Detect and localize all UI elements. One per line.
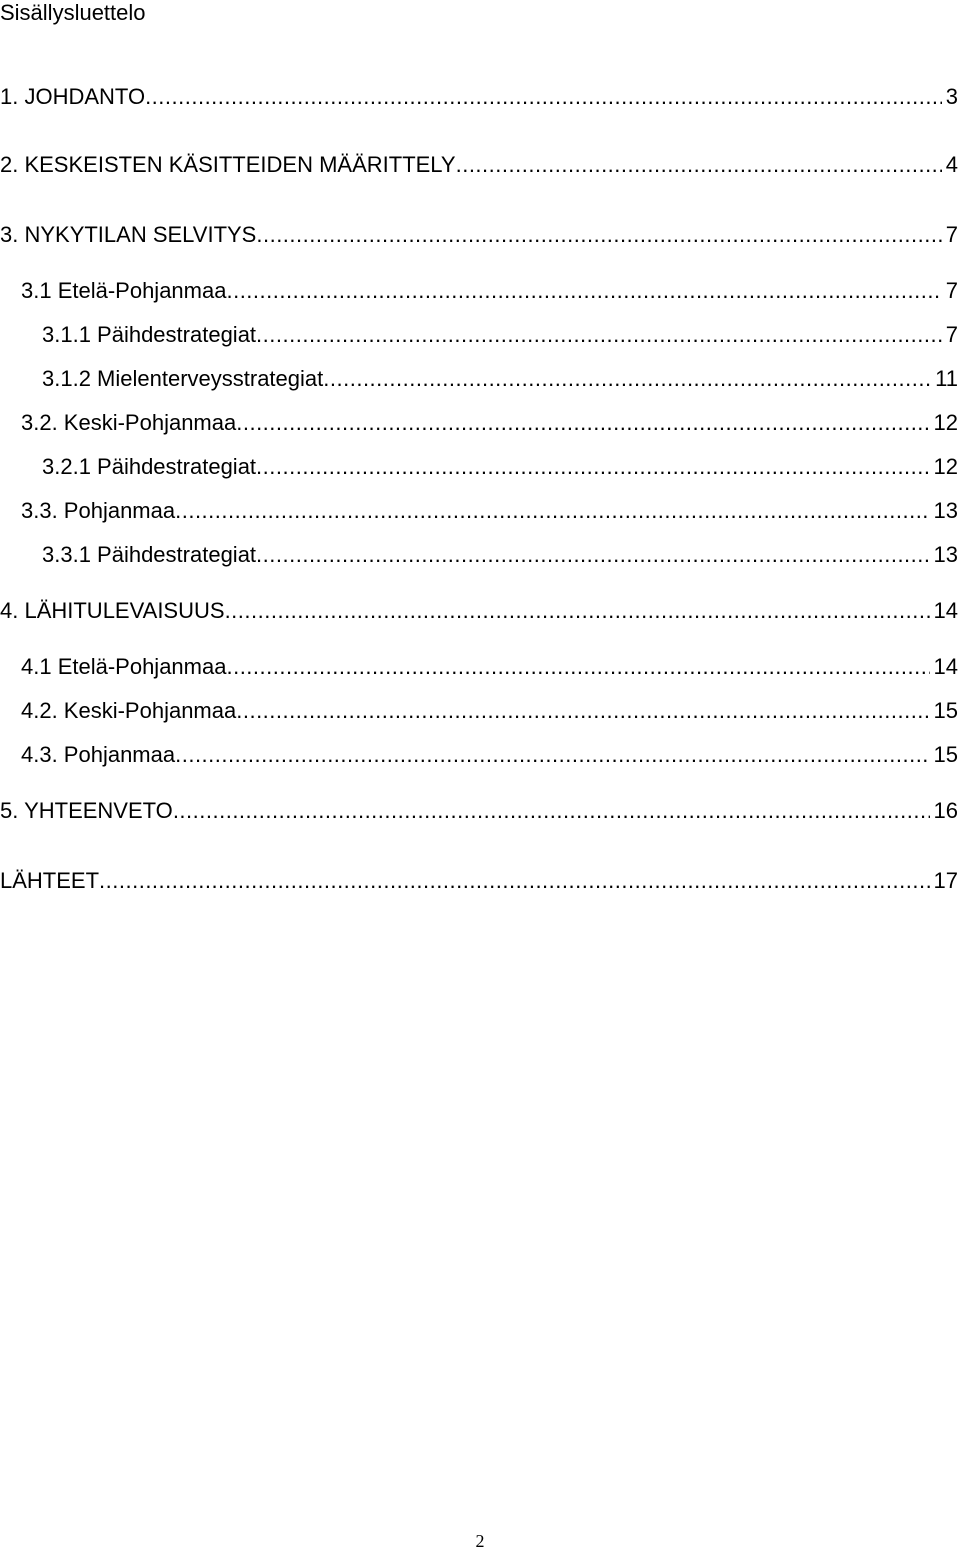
- toc-entry-page: 7: [945, 322, 958, 347]
- toc-entry-label: 4.1 Etelä-Pohjanmaa: [21, 654, 227, 679]
- dot-leader: [226, 278, 941, 304]
- toc-entry-label: 3.3. Pohjanmaa: [21, 498, 176, 523]
- toc-entry-page: 16: [933, 798, 958, 823]
- toc-entry-page: 7: [945, 222, 958, 247]
- toc-entry-label: 4.3. Pohjanmaa: [21, 742, 176, 767]
- toc-entry-page: 13: [933, 498, 958, 523]
- toc-entry-page: 7: [945, 278, 958, 303]
- toc-entry-label: 3.1.2 Mielenterveysstrategiat: [42, 366, 324, 391]
- toc-entry-label: 3.2. Keski-Pohjanmaa: [21, 410, 237, 435]
- toc-entry-page: 12: [933, 454, 958, 479]
- dot-leader: [226, 654, 929, 680]
- dot-leader: [225, 598, 930, 624]
- toc-entry[interactable]: [42, 542, 958, 568]
- toc-entry-label: 1. JOHDANTO: [0, 84, 146, 109]
- dot-leader: [323, 366, 931, 392]
- toc-entry-page: 15: [933, 742, 958, 767]
- toc-entry-page: 14: [933, 654, 958, 679]
- toc-entry[interactable]: [0, 868, 958, 894]
- toc-entry-page: 17: [933, 868, 958, 893]
- toc-entry[interactable]: [42, 454, 958, 480]
- toc-entry-label: 4.2. Keski-Pohjanmaa: [21, 698, 237, 723]
- toc-entry[interactable]: [21, 498, 958, 524]
- dot-leader: [236, 410, 929, 436]
- dot-leader: [256, 454, 929, 480]
- toc-entry[interactable]: [21, 698, 958, 724]
- dot-leader: [256, 542, 929, 568]
- toc-entry-label: 3.1 Etelä-Pohjanmaa: [21, 278, 227, 303]
- dot-leader: [173, 798, 930, 824]
- toc-entry[interactable]: [42, 322, 958, 348]
- toc-entry[interactable]: [0, 222, 958, 248]
- toc-entry[interactable]: [21, 410, 958, 436]
- dot-leader: [256, 322, 942, 348]
- toc-entry-label: 3. NYKYTILAN SELVITYS: [0, 222, 257, 247]
- dot-leader: [236, 698, 929, 724]
- toc-entry-label: 4. LÄHITULEVAISUUS: [0, 598, 225, 623]
- toc-entry[interactable]: [0, 152, 958, 178]
- toc-entry-page: 11: [935, 366, 958, 391]
- toc-entry-label: 2. KESKEISTEN KÄSITTEIDEN MÄÄRITTELY: [0, 152, 456, 177]
- dot-leader: [256, 222, 941, 248]
- toc-entry[interactable]: [0, 598, 958, 624]
- toc-entry[interactable]: [42, 366, 958, 392]
- toc-entry-page: 13: [933, 542, 958, 567]
- toc-entry-label: 5. YHTEENVETO: [0, 798, 173, 823]
- toc-title: Sisällysluettelo: [0, 0, 146, 25]
- toc-entry[interactable]: [0, 84, 958, 110]
- toc-entry[interactable]: [21, 278, 958, 304]
- toc-entry[interactable]: [0, 798, 958, 824]
- page-number: 2: [475, 1531, 485, 1551]
- toc-entry-label: 3.1.1 Päihdestrategiat: [42, 322, 257, 347]
- dot-leader: [99, 868, 929, 894]
- toc-entry-page: 14: [933, 598, 958, 623]
- toc-entry-label: 3.2.1 Päihdestrategiat: [42, 454, 257, 479]
- toc-entry[interactable]: [21, 742, 958, 768]
- toc-entry-label: 3.3.1 Päihdestrategiat: [42, 542, 257, 567]
- toc-entry-page: 3: [945, 84, 958, 109]
- toc-entry-page: 15: [933, 698, 958, 723]
- dot-leader: [145, 84, 942, 110]
- toc-entry-label: LÄHTEET: [0, 868, 100, 893]
- toc-entry[interactable]: [21, 654, 958, 680]
- toc-entry-page: 4: [945, 152, 958, 177]
- dot-leader: [175, 742, 929, 768]
- dot-leader: [456, 152, 942, 178]
- toc-entry-page: 12: [933, 410, 958, 435]
- dot-leader: [175, 498, 929, 524]
